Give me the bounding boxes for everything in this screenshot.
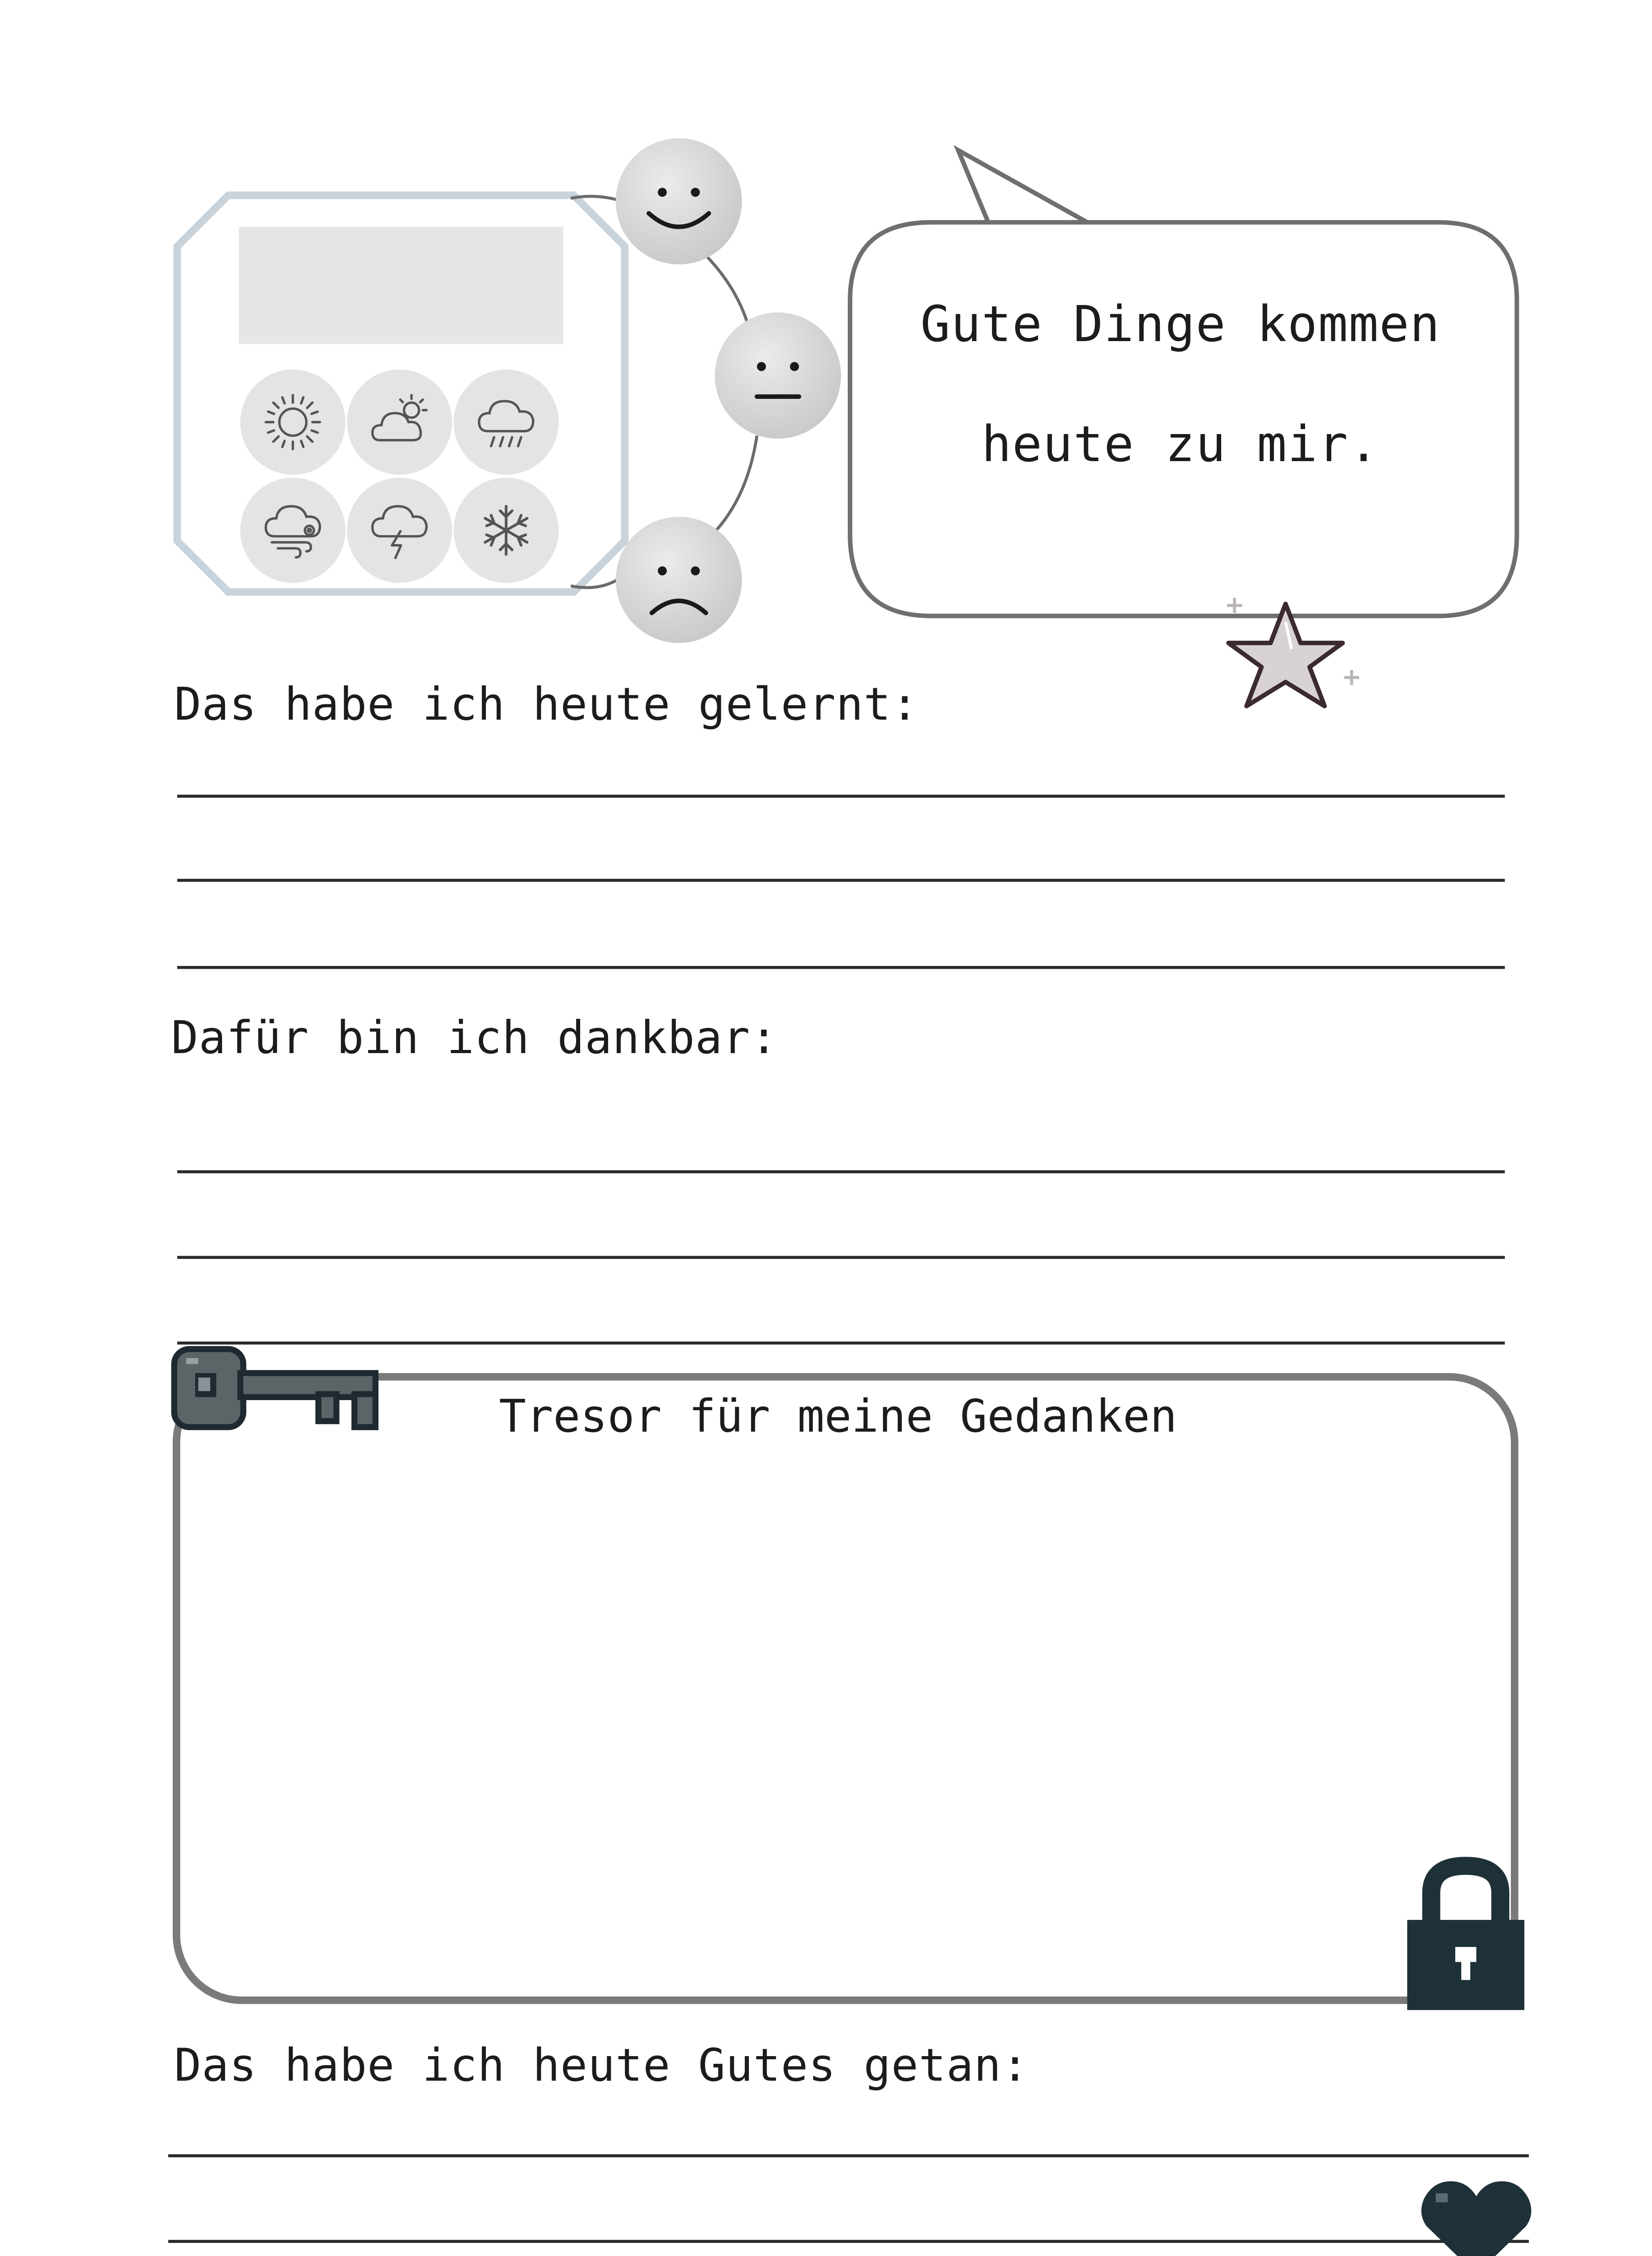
speech-bubble [841,144,1532,628]
learned-heading: Das habe ich heute gelernt: [174,679,919,732]
thought-safe-title: Tresor für meine Gedanken [498,1391,1177,1444]
writing-line[interactable] [177,1256,1505,1259]
heart-icon [1418,2175,1535,2256]
star-icon [1214,589,1370,721]
writing-line[interactable] [177,795,1505,798]
padlock-icon [1404,1857,1527,2013]
rain-cloud-icon[interactable] [453,370,558,475]
writing-line[interactable] [177,966,1505,969]
thought-safe-box[interactable] [173,1373,1518,2004]
weather-display-screen [239,227,563,344]
thunderstorm-icon[interactable] [347,478,452,583]
happy-face-icon[interactable] [613,135,745,268]
writing-line[interactable] [168,2154,1529,2158]
sad-face-icon[interactable] [613,514,745,646]
windy-cloud-icon[interactable] [240,478,346,583]
writing-line[interactable] [177,879,1505,882]
grateful-heading: Dafür bin ich dankbar: [171,1012,778,1065]
sun-icon[interactable] [240,370,346,475]
good-deed-heading: Das habe ich heute Gutes getan: [174,2040,1029,2093]
snowflake-icon[interactable] [453,478,558,583]
key-icon [168,1337,393,1436]
writing-line[interactable] [177,1170,1505,1174]
partly-cloudy-icon[interactable] [347,370,452,475]
writing-line[interactable] [168,2240,1529,2243]
neutral-face-icon[interactable] [712,310,844,442]
affirmation-line-2: heute zu mir. [981,414,1380,473]
affirmation-line-1: Gute Dinge kommen [920,294,1441,353]
